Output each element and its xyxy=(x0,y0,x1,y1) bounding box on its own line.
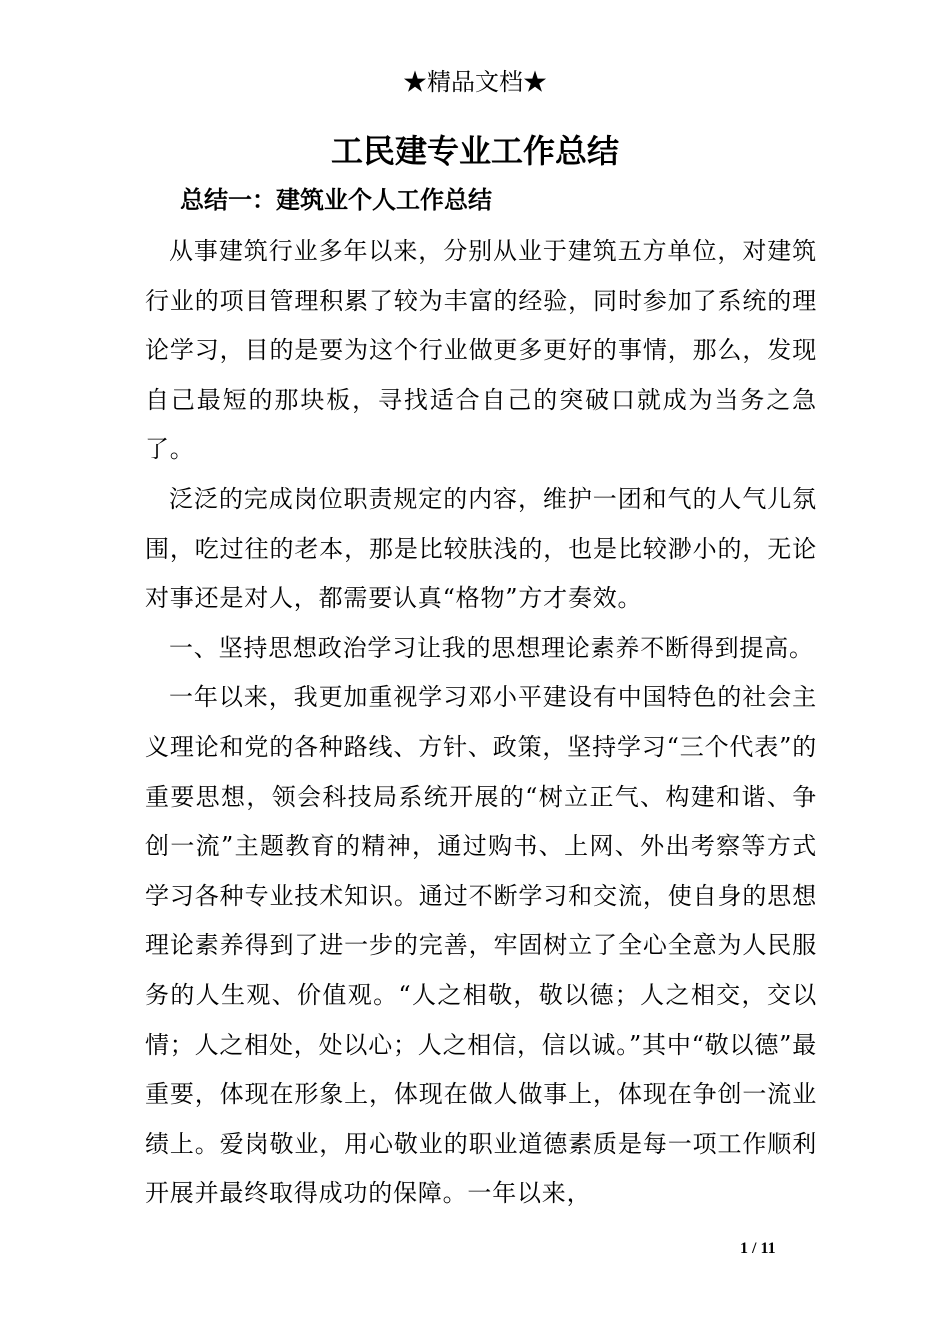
document-subtitle: 总结一：建筑业个人工作总结 xyxy=(180,185,492,214)
page-number: 1 / 11 xyxy=(740,1240,776,1257)
body-paragraph: 从事建筑行业多年以来，分别从业于建筑五方单位，对建筑行业的项目管理积累了较为丰富的经验，同时参加了系统的理论学习，目的是要为这个行业做更多更好的事情，那么，发现自己最短的那块板，寻找适合自己的突破口就成为当务之急了。 xyxy=(145,237,817,464)
document-header-banner: ★精品文档★ xyxy=(403,68,547,96)
section-heading: 一、坚持思想政治学习让我的思想理论素养不断得到提高。 xyxy=(169,633,814,662)
document-body xyxy=(145,227,817,1219)
body-paragraph: 泛泛的完成岗位职责规定的内容，维护一团和气的人气儿氛围，吃过往的老本，那是比较肤浅的，也是比较渺小的，无论对事还是对人，都需要认真“格物”方才奏效。 xyxy=(145,484,817,613)
document-title: 工民建专业工作总结 xyxy=(330,132,619,170)
body-paragraph: 一年以来，我更加重视学习邓小平建设有中国特色的社会主义理论和党的各种路线、方针、政策，坚持学习“三个代表”的重要思想，领会科技局系统开展的“树立正气、构建和谐、争创一流”主题教育的精神，通过购书、上网、外出考察等方式学习各种专业技术知识。通过不断学习和交流，使自身的思想理论素养得到了进一步的完善，牢固树立了全心全意为人民服务的人生观、价值观。“人之相敬，敬以德；人之相交，交以情；人之相处，处以心；人之相信，信以诚。”其中“敬以德”最重要，体现在形象上，体现在做人做事上，体现在争创一流业绩上。爱岗敬业，用心敬业的职业道德素质是每一项工作顺利开展并最终取得成功的保障。一年以来， xyxy=(145,683,818,1208)
